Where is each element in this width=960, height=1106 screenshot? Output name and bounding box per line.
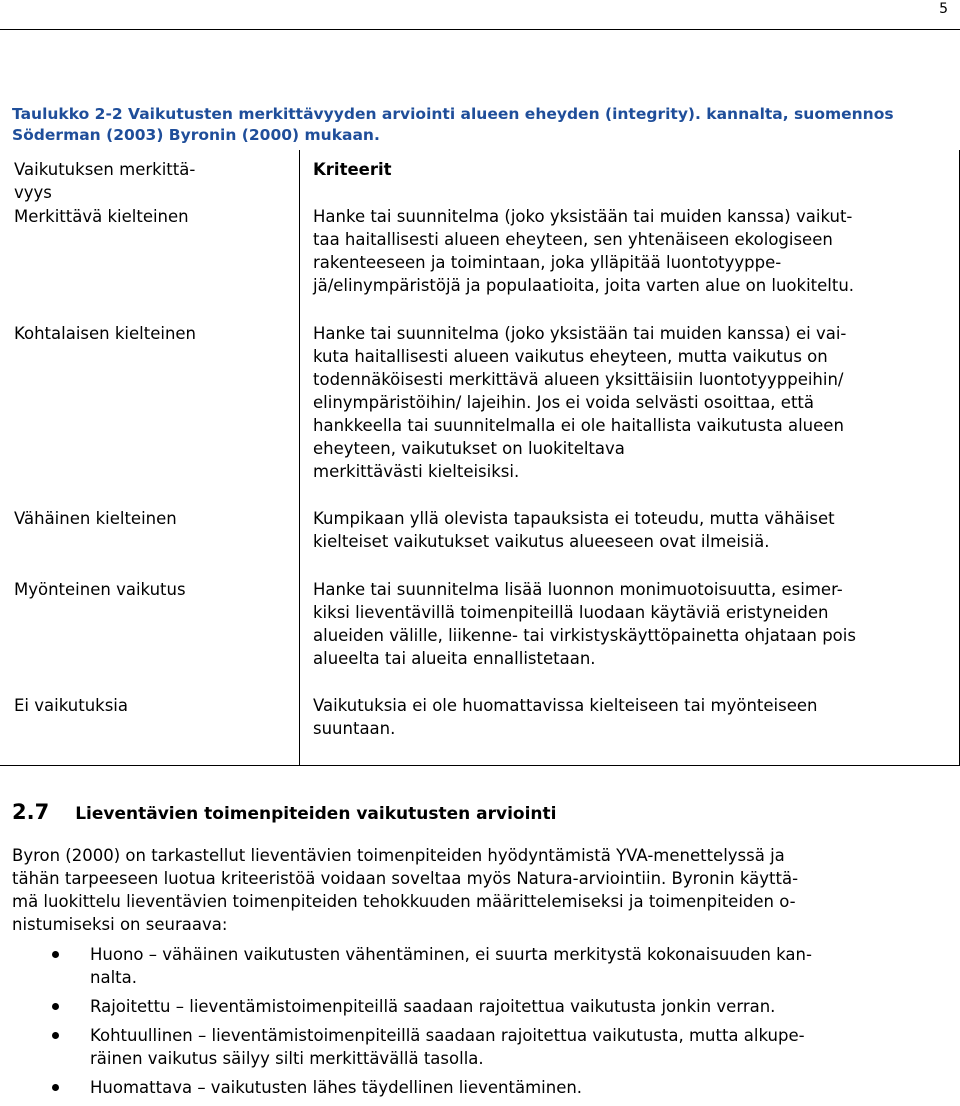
row-label-positive-impact: Myönteinen vaikutus — [14, 580, 186, 599]
column-divider — [299, 150, 300, 766]
list-item-text: Huono – vähäinen vaikutusten vähentäminen, ei suurta merkitystä kokonaisuuden kan- nalta. — [90, 945, 812, 987]
table-caption: Taulukko 2-2 Vaikutusten merkittävyyden arviointi alueen eheyden (integrity). kannalta, suomennos Söderman (2003) Byronin (2000) mukaan. — [12, 105, 894, 144]
page-number: 5 — [939, 1, 948, 17]
section-title: Lieventävien toimenpiteiden vaikutusten arviointi — [75, 804, 557, 824]
list-item-text: Rajoitettu – lieventämistoimenpiteillä saadaan rajoitettua vaikutusta jonkin verran. — [90, 997, 776, 1016]
bullet-icon — [52, 1003, 59, 1010]
list-item — [0, 995, 930, 1018]
row-text-moderate-negative: Hanke tai suunnitelma (joko yksistään tai muiden kanssa) ei vai- kuta haitallisesti alueen vaikutus eheyteen, mutta vaikutus on todennäköisesti merkittävä alueen yksittäisiin luontotyyppeihin/ elinympäristöihin/ lajeihin. Jos ei voida selvästi osoittaa, että hankkeella tai suunnitelmalla ei ole haitallista vaikutusta alueen eheyteen, vaikutukset on luokiteltava merkittävästi kielteisiksi. — [313, 324, 847, 481]
bullet-icon — [52, 1084, 59, 1091]
bullet-icon — [52, 951, 59, 958]
bullet-icon — [52, 1032, 59, 1039]
row-label-no-impact: Ei vaikutuksia — [14, 696, 128, 715]
row-label-moderate-negative: Kohtalaisen kielteinen — [14, 324, 197, 343]
row-label-minor-negative: Vähäinen kielteinen — [14, 509, 177, 528]
impact-significance-table — [0, 150, 960, 766]
body-paragraph: Byron (2000) on tarkastellut lieventävien toimenpiteiden hyödyntämistä YVA-menettelyssä ja tähän tarpeeseen luotua kriteeristöä voidaan soveltaa myös Natura-arviointiin. Byronin käyttä- mä luokittelu lieventävien toimenpiteiden tehokkuuden määrittelemiseksi ja toimenpiteiden o- nistumiseksi on seuraava: — [12, 846, 799, 934]
list-item — [0, 1024, 930, 1070]
list-item-text: Kohtuullinen – lieventämistoimenpiteillä saadaan rajoitettua vaikutusta, mutta alkupe- räinen vaikutus säilyy silti merkittävällä tasolla. — [90, 1026, 805, 1068]
list-item-text: Huomattava – vaikutusten lähes täydellinen lieventäminen. — [90, 1078, 583, 1097]
header-rule — [0, 29, 960, 30]
row-text-minor-negative: Kumpikaan yllä olevista tapauksista ei toteudu, mutta vähäiset kielteiset vaikutukset vaikutus alueeseen ovat ilmeisiä. — [313, 509, 835, 551]
list-item — [0, 1076, 930, 1099]
row-text-no-impact: Vaikutuksia ei ole huomattavissa kielteiseen tai myönteiseen suuntaan. — [313, 696, 818, 738]
header-significance: Vaikutuksen merkittä- vyys — [14, 160, 196, 202]
row-text-significant-negative: Hanke tai suunnitelma (joko yksistään tai muiden kanssa) vaikut- taa haitallisesti alueen eheyteen, sen yhtenäiseen ekologiseen rakenteeseen ja toimintaan, joka ylläpitää luontotyyppe- jä/elinympäristöjä ja populaatioita, joita varten alue on luokiteltu. — [313, 207, 855, 295]
bullet-list — [0, 943, 960, 1105]
section-number: 2.7 — [12, 800, 50, 824]
list-item — [0, 943, 930, 989]
section-heading — [12, 800, 556, 824]
table-bottom-border — [0, 765, 960, 766]
row-text-positive-impact: Hanke tai suunnitelma lisää luonnon monimuotoisuutta, esimer- kiksi lieventävillä toimenpiteillä luodaan käytäviä eristyneiden alueiden välille, liikenne- tai virkistyskäyttöpainetta ohjataan pois alueelta tai alueita ennallistetaan. — [313, 580, 856, 668]
header-criteria: Kriteerit — [313, 160, 392, 179]
row-label-significant-negative: Merkittävä kielteinen — [14, 207, 189, 226]
